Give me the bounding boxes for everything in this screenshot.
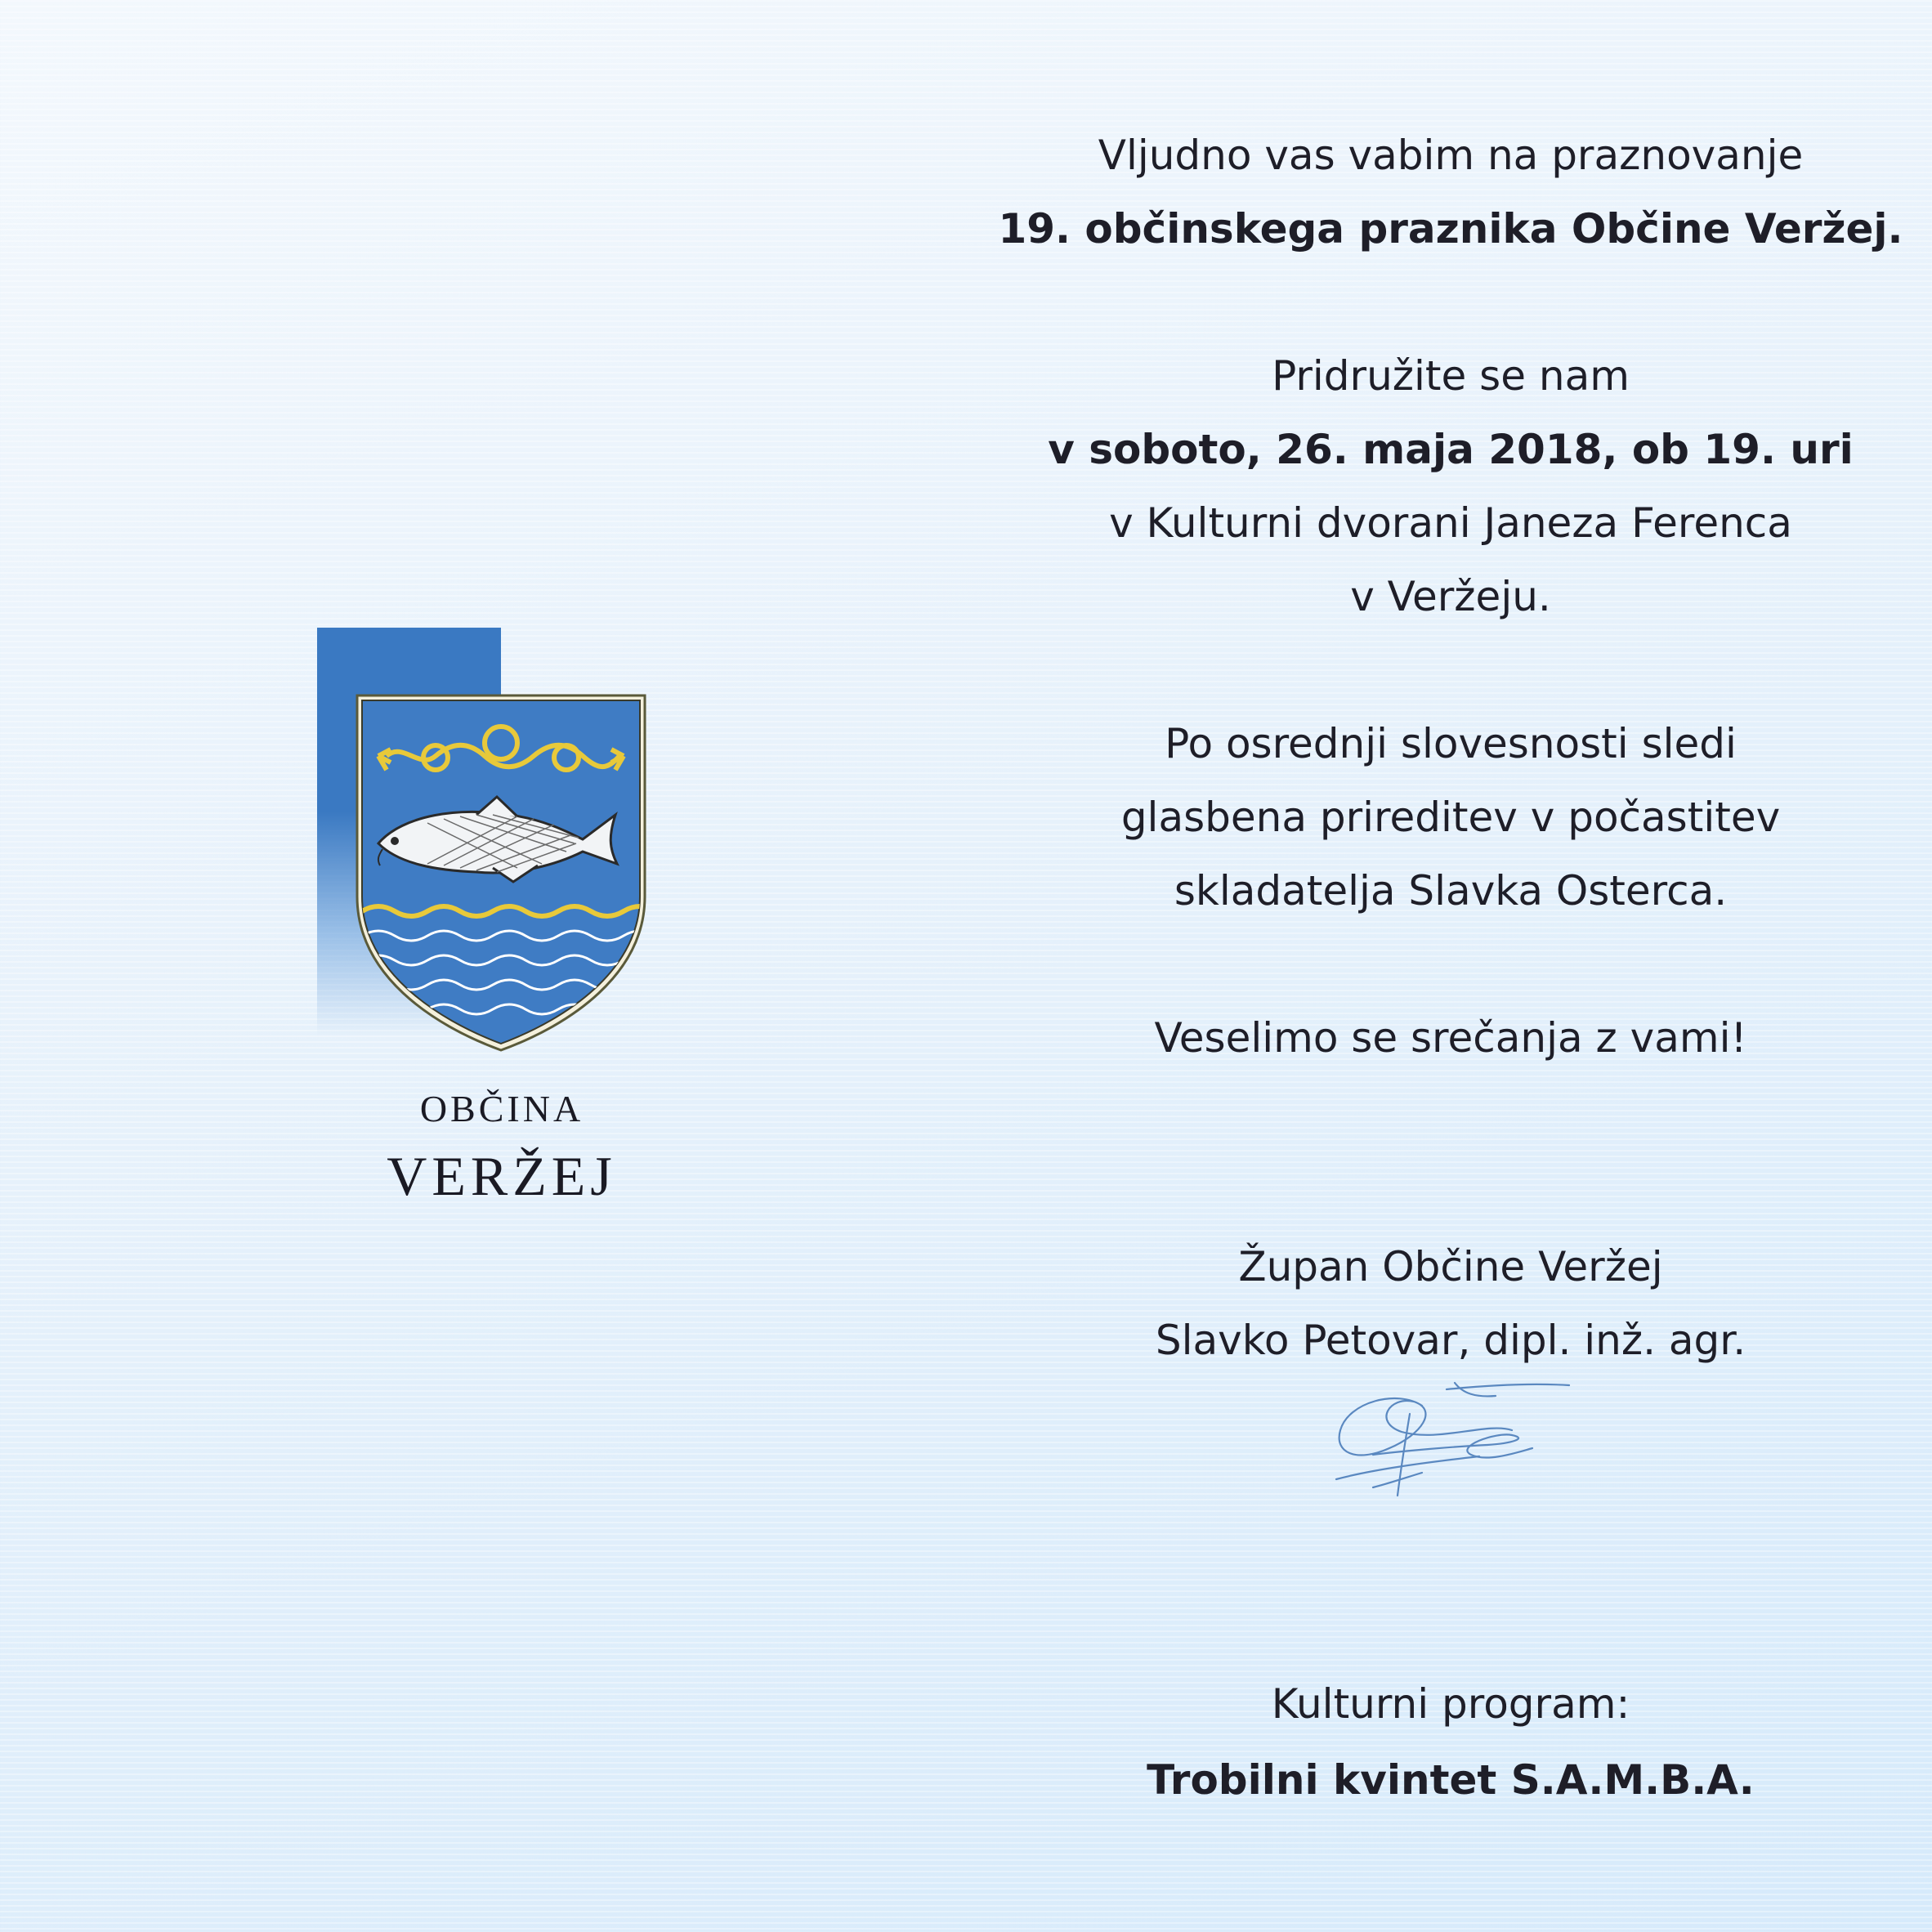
signer-title: Župan Občine Veržej <box>1238 1243 1663 1290</box>
invitation-place: v Veržeju. <box>1350 573 1551 620</box>
logo-text-verzej: VERŽEJ <box>387 1145 617 1207</box>
closing-line: Veselimo se srečanja z vami! <box>1154 1014 1747 1062</box>
invitation-join: Pridružite se nam <box>1272 352 1630 400</box>
signer-name: Slavko Petovar, dipl. inž. agr. <box>1155 1317 1746 1364</box>
invitation-intro: Vljudno vas vabim na praznovanje <box>1098 132 1804 179</box>
signature-icon <box>1324 1373 1585 1504</box>
municipality-logo <box>317 628 652 1053</box>
invitation-date: v soboto, 26. maja 2018, ob 19. uri <box>1048 426 1854 473</box>
program-line-1: Po osrednji slovesnosti sledi <box>1165 720 1737 767</box>
invitation-venue: v Kulturni dvorani Janeza Ferenca <box>1109 499 1792 547</box>
coat-of-arms-icon <box>354 692 648 1052</box>
program-line-2: glasbena prireditev v počastitev <box>1120 794 1781 841</box>
culture-performer: Trobilni kvintet S.A.M.B.A. <box>1147 1756 1755 1804</box>
program-line-3: skladatelja Slavka Osterca. <box>1174 867 1728 915</box>
logo-text-obcina: OBČINA <box>419 1088 584 1129</box>
culture-label: Kulturni program: <box>1271 1680 1630 1728</box>
invitation-occasion: 19. občinskega praznika Občine Veržej. <box>998 205 1903 253</box>
